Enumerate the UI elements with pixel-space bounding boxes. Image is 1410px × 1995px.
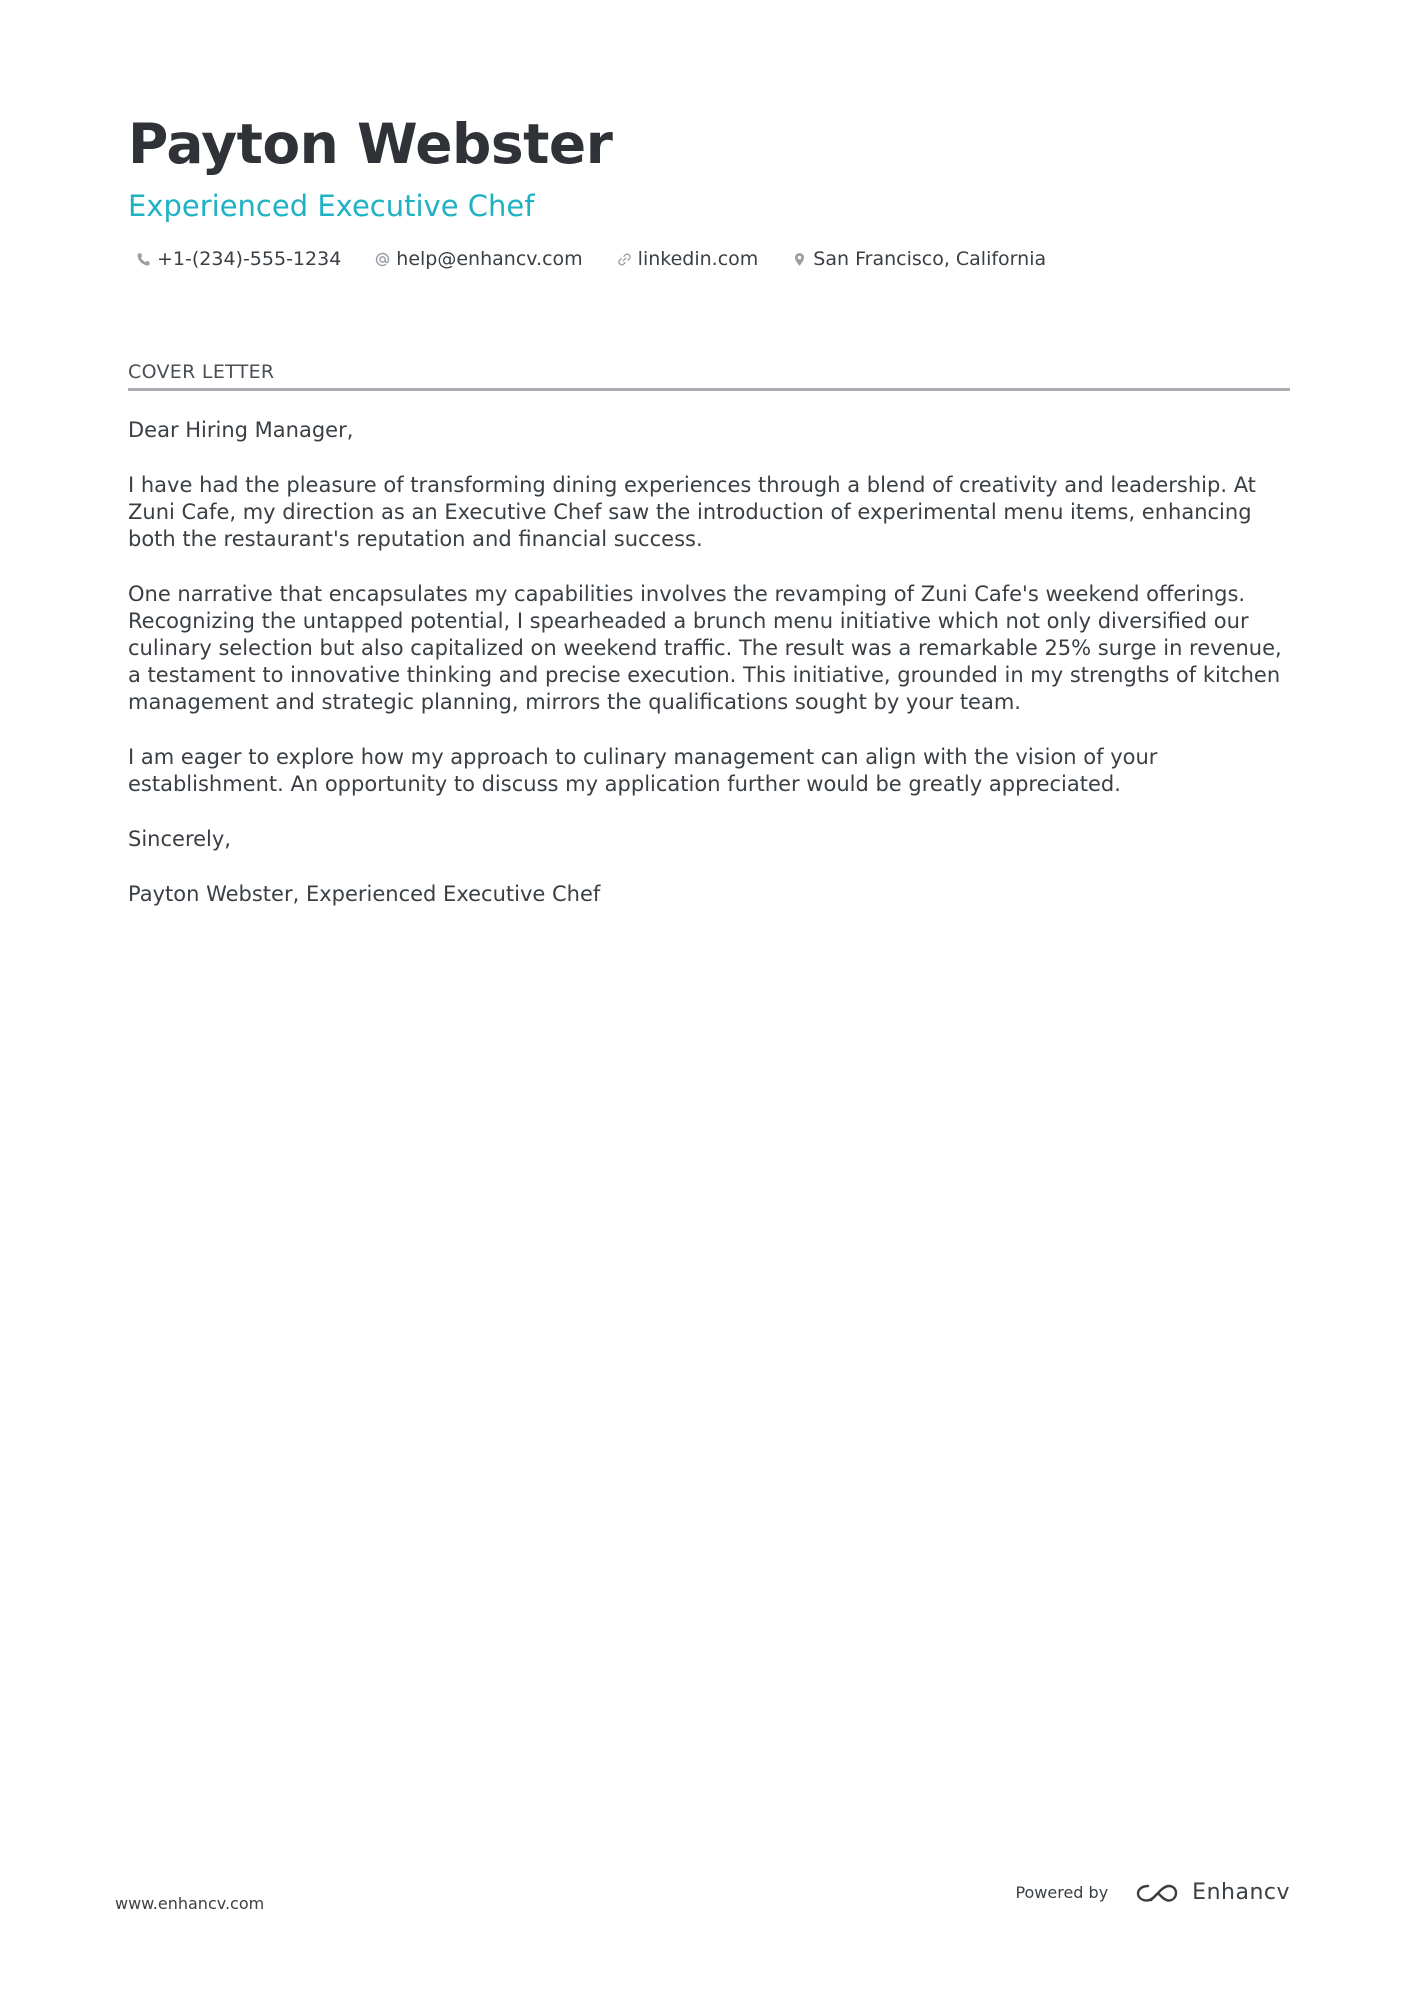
phone-icon bbox=[136, 252, 151, 267]
section-title: COVER LETTER bbox=[128, 360, 1290, 391]
contact-phone bbox=[128, 248, 341, 270]
contact-bar bbox=[128, 248, 1288, 270]
candidate-name: Payton Webster bbox=[128, 112, 613, 176]
letter-paragraph-3: I am eager to explore how my approach to culinary management can align with the vision of your establishment. An opportunity to discuss my application further would be greatly appreciated. bbox=[128, 745, 1158, 796]
location-pin-icon bbox=[792, 252, 807, 267]
candidate-headline: Experienced Executive Chef bbox=[128, 189, 535, 223]
cover-letter-section bbox=[128, 360, 1290, 936]
letter-paragraph-1: I have had the pleasure of transforming dining experiences through a blend of creativity and leadership. At Zuni Cafe, my direction as an Executive Chef saw the introduction of experimental menu items, enhancing both the restaurant's reputation and financial success. bbox=[128, 473, 1256, 551]
contact-location bbox=[784, 248, 1046, 270]
at-icon bbox=[375, 252, 390, 267]
powered-by-label: Powered by bbox=[1015, 1883, 1109, 1902]
letter-body bbox=[128, 417, 1290, 908]
brand-logo[interactable] bbox=[1134, 1880, 1290, 1905]
link-icon bbox=[617, 252, 632, 267]
letter-closing: Sincerely, bbox=[128, 827, 231, 851]
letter-signature: Payton Webster, Experienced Executive Chef bbox=[128, 882, 601, 906]
header bbox=[128, 108, 1288, 270]
location-text: San Francisco, California bbox=[813, 248, 1047, 270]
website-text[interactable]: linkedin.com bbox=[637, 248, 759, 270]
email-text[interactable]: help@enhancv.com bbox=[396, 248, 583, 270]
letter-salutation: Dear Hiring Manager, bbox=[128, 418, 354, 442]
contact-website[interactable] bbox=[609, 248, 759, 270]
footer-branding bbox=[1015, 1880, 1290, 1905]
letter-paragraph-2: One narrative that encapsulates my capabilities involves the revamping of Zuni Cafe's weekend offerings. Recognizing the untapped potential, I spearheaded a brunch menu initiative which not only diversified our culinary selection but also capitalized on weekend traffic. The result was a remarkable 25% surge in revenue, a testament to innovative thinking and precise execution. This initiative, grounded in my strengths of kitchen management and strategic planning, mirrors the qualifications sought by your team. bbox=[128, 582, 1282, 714]
brand-name: Enhancv bbox=[1192, 1880, 1290, 1905]
footer-website[interactable]: www.enhancv.com bbox=[115, 1894, 265, 1913]
enhancv-logo-icon bbox=[1134, 1881, 1180, 1905]
contact-email[interactable] bbox=[367, 248, 582, 270]
phone-text: +1-(234)-555-1234 bbox=[157, 248, 342, 270]
